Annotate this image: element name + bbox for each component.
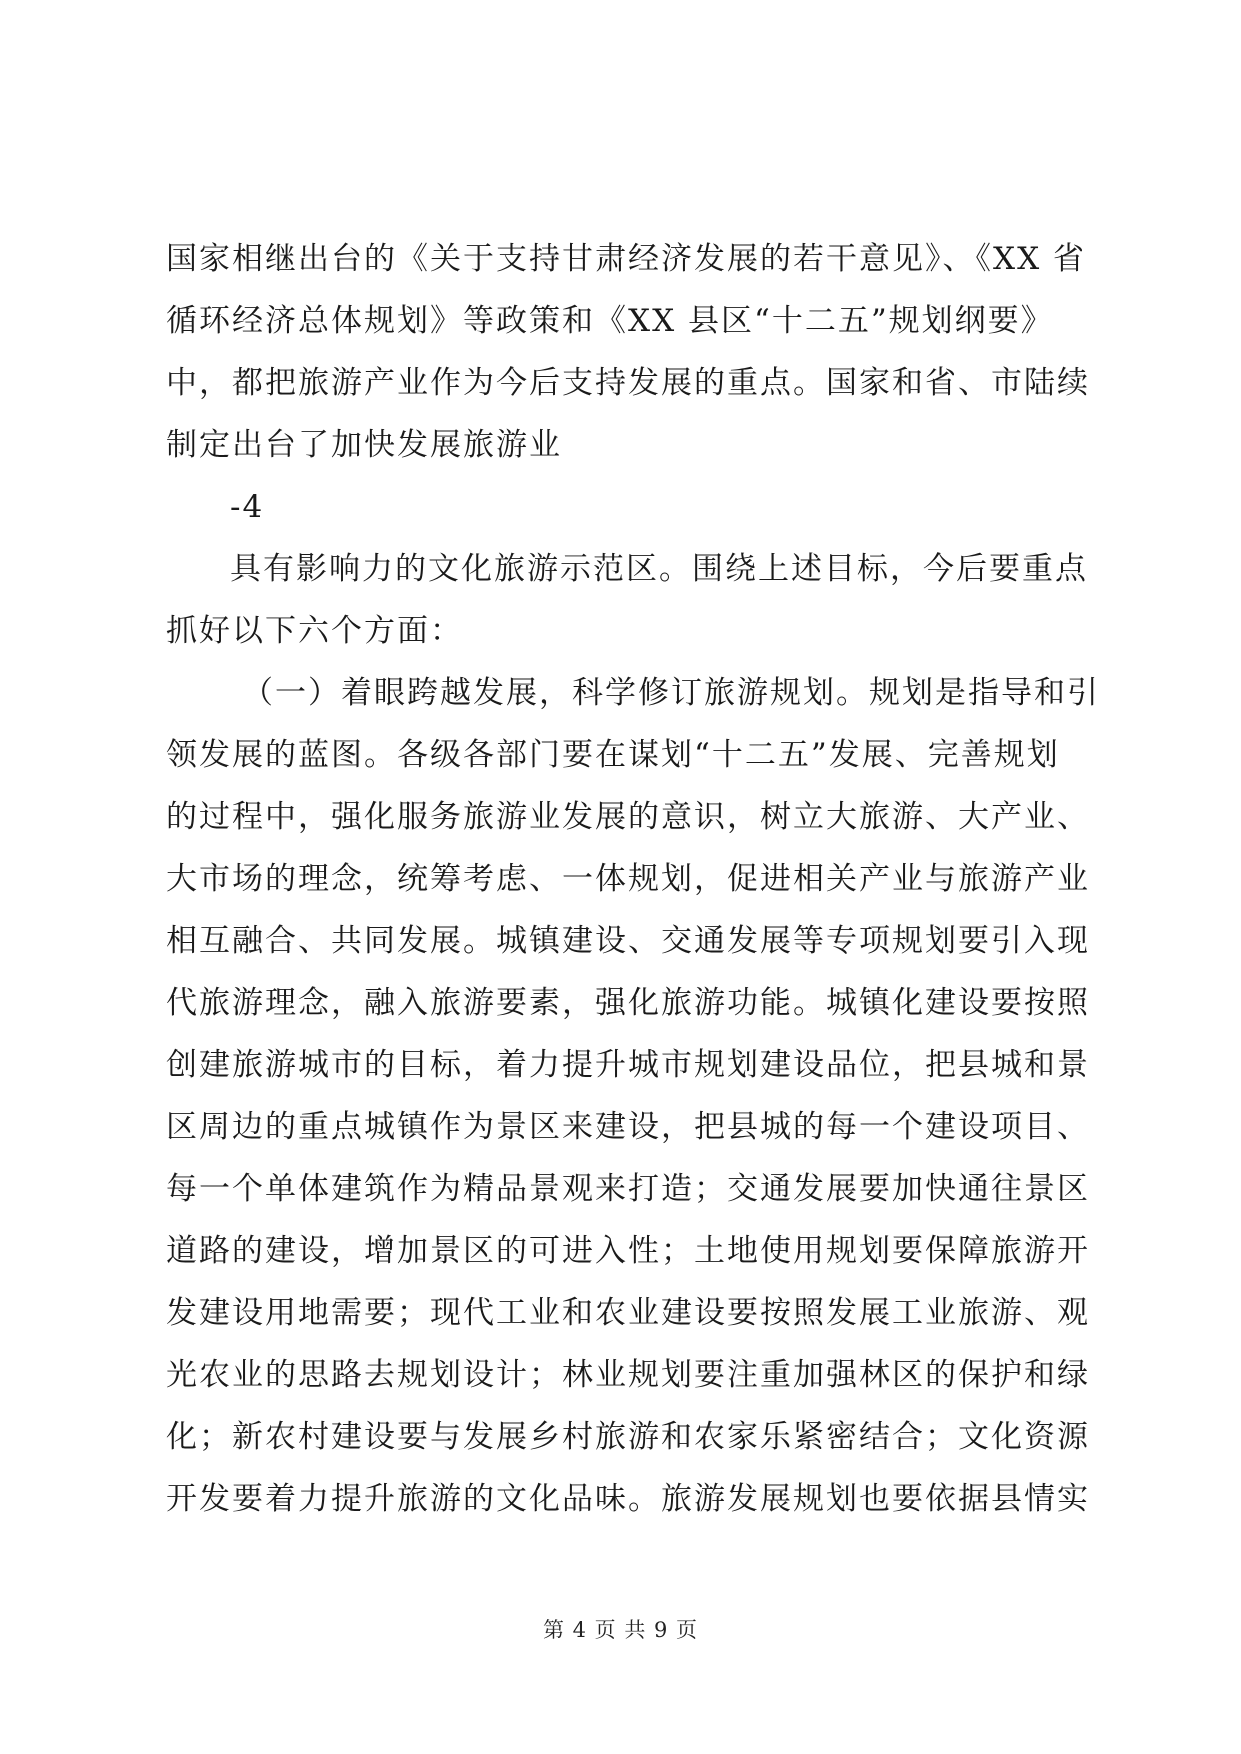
text-line: 循环经济总体规划》等政策和《XX 县区“十二五”规划纲要》	[166, 303, 1054, 339]
text-line: 具有影响力的文化旅游示范区。围绕上述目标，今后要重点	[230, 551, 1088, 587]
text-line: 的过程中，强化服务旅游业发展的意识，树立大旅游、大产业、	[166, 799, 1090, 835]
text-line: 制定出台了加快发展旅游业	[166, 427, 562, 463]
text-line: -4	[230, 489, 265, 525]
text-line: 创建旅游城市的目标，着力提升城市规划建设品位，把县城和景	[166, 1047, 1090, 1083]
text-line: 每一个单体建筑作为精品景观来打造；交通发展要加快通往景区	[166, 1171, 1090, 1207]
text-line: 相互融合、共同发展。城镇建设、交通发展等专项规划要引入现	[166, 923, 1090, 959]
text-line: 道路的建设，增加景区的可进入性；土地使用规划要保障旅游开	[166, 1233, 1090, 1269]
text-line: 代旅游理念，融入旅游要素，强化旅游功能。城镇化建设要按照	[166, 985, 1090, 1021]
text-line: 国家相继出台的《关于支持甘肃经济发展的若干意见》、《XX 省	[166, 241, 1086, 277]
text-line: 大市场的理念，统筹考虑、一体规划，促进相关产业与旅游产业	[166, 861, 1090, 897]
text-line: 光农业的思路去规划设计；林业规划要注重加强林区的保护和绿	[166, 1357, 1090, 1393]
text-line: 化；新农村建设要与发展乡村旅游和农家乐紧密结合；文化资源	[166, 1419, 1090, 1455]
text-line: （一）着眼跨越发展，科学修订旅游规划。规划是指导和引	[242, 675, 1100, 711]
text-line: 领发展的蓝图。各级各部门要在谋划“十二五”发展、完善规划	[166, 737, 1060, 773]
document-body	[166, 228, 1100, 1530]
text-line: 区周边的重点城镇作为景区来建设，把县城的每一个建设项目、	[166, 1109, 1090, 1145]
text-line: 中，都把旅游产业作为今后支持发展的重点。国家和省、市陆续	[166, 365, 1090, 401]
page-footer	[0, 1614, 1241, 1644]
text-line: 开发要着力提升旅游的文化品味。旅游发展规划也要依据县情实	[166, 1481, 1090, 1517]
text-line: 抓好以下六个方面：	[166, 613, 463, 649]
text-line: 发建设用地需要；现代工业和农业建设要按照发展工业旅游、观	[166, 1295, 1090, 1331]
page-number-label: 第 4 页 共 9 页	[542, 1618, 699, 1642]
